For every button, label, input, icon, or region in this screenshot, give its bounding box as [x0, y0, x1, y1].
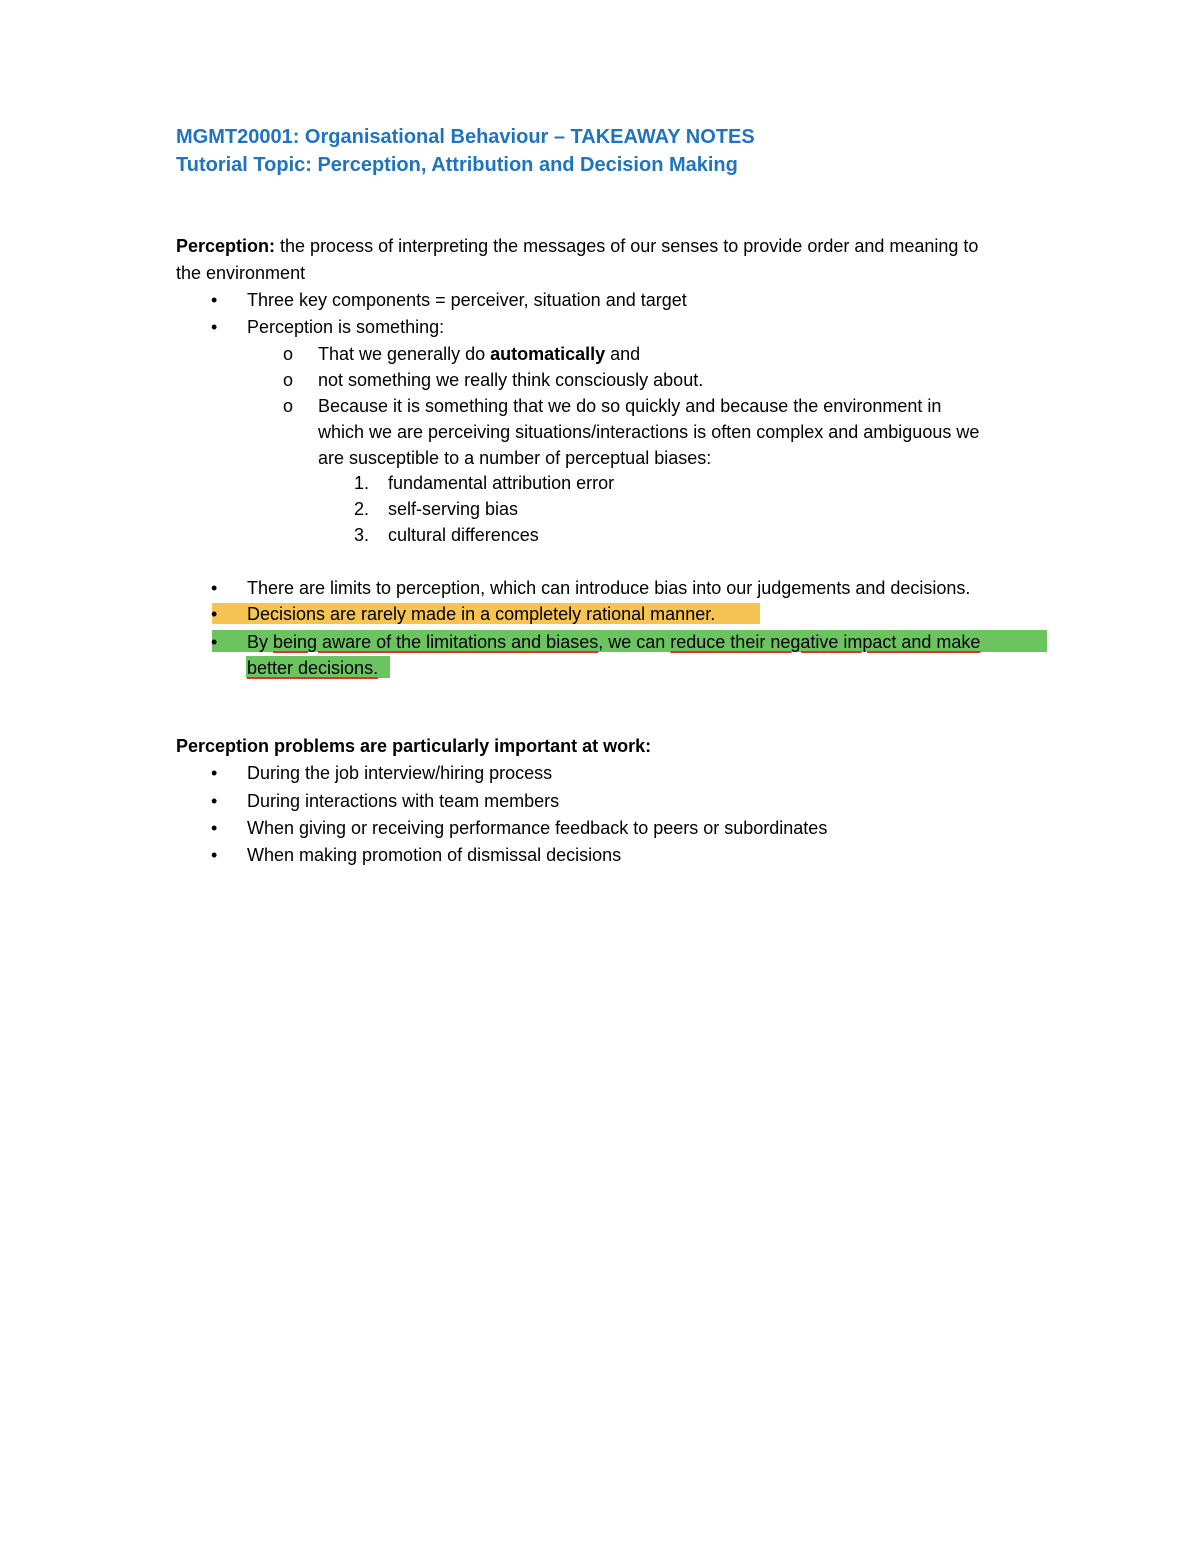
- work-item: When making promotion of dismissal decisions: [247, 845, 622, 865]
- sub-bullet-because-line1: Because it is something that we do so quickly and because the environment in: [318, 396, 942, 416]
- topic-title: Tutorial Topic: Perception, Attribution and Decision Making: [176, 154, 738, 176]
- bullet5-underlined-b: reduce their negative impact and make: [670, 632, 981, 652]
- sub-bullet-icon: o: [283, 344, 294, 364]
- sub-bullet-automatically: [318, 343, 640, 365]
- bullet-icon: •: [211, 791, 218, 811]
- sub-bullet-because-line2: which we are perceiving situations/interactions is often complex and ambiguous we: [318, 422, 980, 442]
- bullet-icon: •: [211, 317, 218, 337]
- perception-term: Perception:: [176, 236, 276, 256]
- work-heading: Perception problems are particularly important at work:: [176, 736, 652, 756]
- bullet-perception-is: Perception is something:: [247, 317, 445, 337]
- bullet-rarely-rational: Decisions are rarely made in a completely rational manner.: [247, 604, 716, 624]
- bullet-icon: •: [211, 763, 218, 783]
- bullet-icon: •: [211, 290, 218, 310]
- bullet5-part-c: , we can: [598, 632, 671, 652]
- definition-continuation: the environment: [176, 263, 306, 283]
- work-item: During the job interview/hiring process: [247, 763, 553, 783]
- bullet-icon: •: [211, 632, 218, 652]
- bias-number: 2.: [354, 499, 370, 519]
- sub-bullet-icon: o: [283, 396, 294, 416]
- bias-item: cultural differences: [388, 525, 539, 545]
- bullet-icon: •: [211, 578, 218, 598]
- bullet-limits: There are limits to perception, which can introduce bias into our judgements and decisions.: [247, 578, 971, 598]
- work-item: When giving or receiving performance feedback to peers or subordinates: [247, 818, 828, 838]
- bias-item: self-serving bias: [388, 499, 519, 519]
- bullet-key-components: Three key components = perceiver, situation and target: [247, 290, 687, 310]
- bias-number: 3.: [354, 525, 370, 545]
- perception-definition: [176, 235, 978, 257]
- bullet-icon: •: [211, 818, 218, 838]
- sub-bullet-not-conscious: not something we really think consciously about.: [318, 370, 704, 390]
- work-item: During interactions with team members: [247, 791, 560, 811]
- course-title: MGMT20001: Organisational Behaviour – TAKEAWAY NOTES: [176, 126, 755, 148]
- bullet5-underlined-c: better decisions.: [247, 658, 379, 678]
- bias-item: fundamental attribution error: [388, 473, 615, 493]
- bullet5-underlined-a: being aware of the limitations and biases: [273, 632, 599, 652]
- sub-bullet-because-line3: are susceptible to a number of perceptual biases:: [318, 448, 712, 468]
- sub1-pre: That we generally do: [318, 344, 491, 364]
- sub1-bold: automatically: [490, 344, 606, 364]
- sub1-post: and: [605, 344, 641, 364]
- bullet-being-aware: [247, 631, 980, 653]
- bullet-icon: •: [211, 845, 218, 865]
- bullet-icon: •: [211, 604, 218, 624]
- bullet5-part-a: By: [247, 632, 274, 652]
- definition-text: the process of interpreting the messages of our senses to provide order and meaning to: [275, 236, 979, 256]
- bullet-being-aware-line2: [247, 657, 378, 679]
- sub-bullet-icon: o: [283, 370, 294, 390]
- bias-number: 1.: [354, 473, 370, 493]
